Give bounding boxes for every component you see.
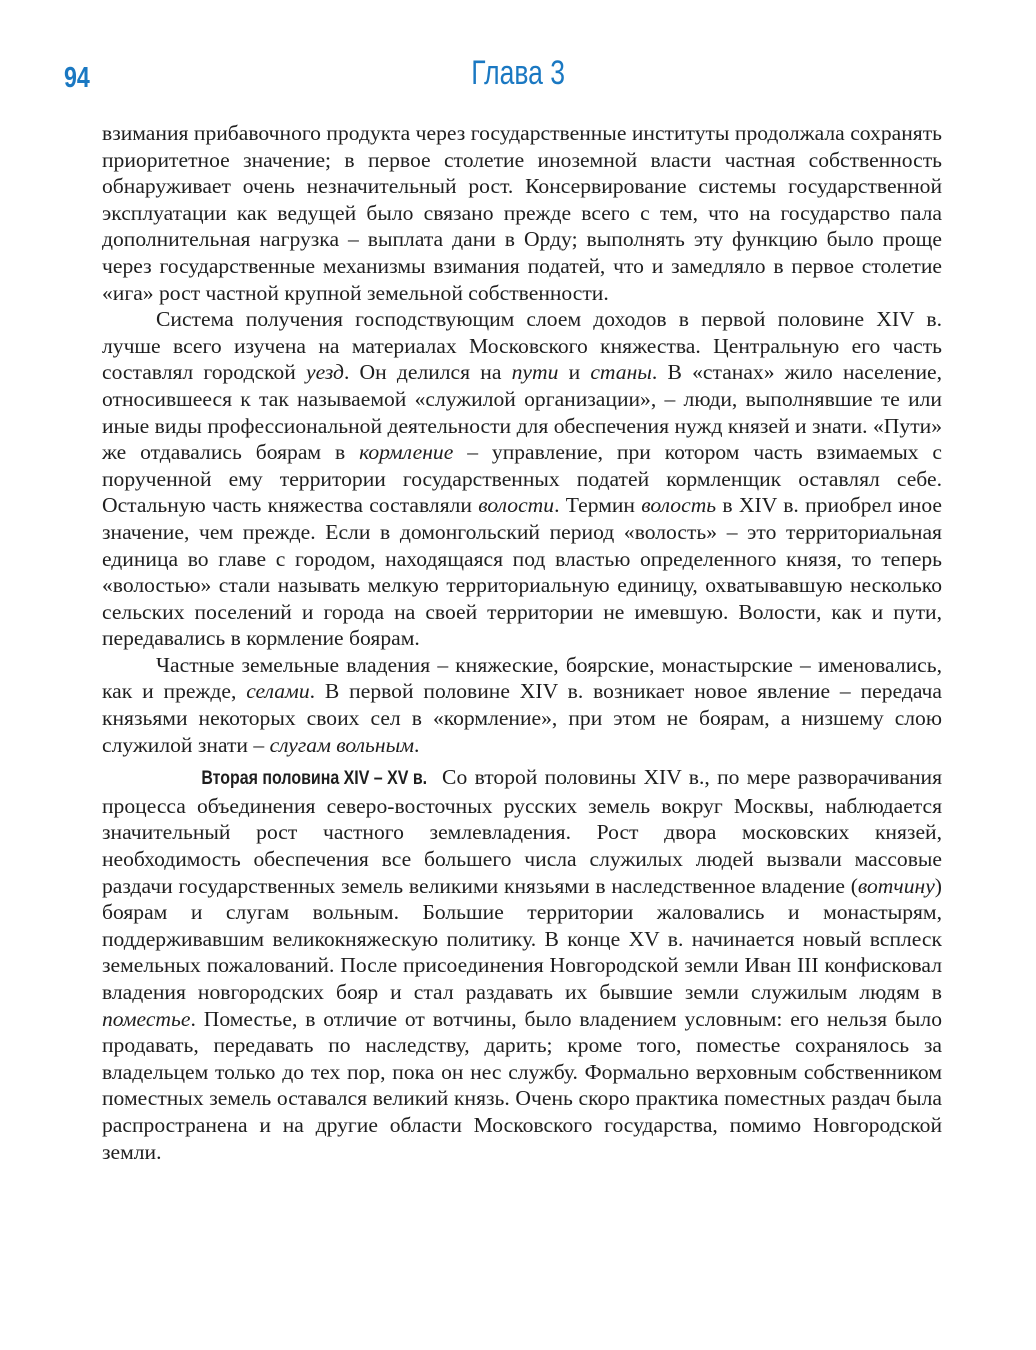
- text-run: ) боярам и слугам вольным. Большие территории жаловались и монастырям, поддерживавшим великокняжескую политику. В конце XV в. начинается новый всплеск земельных пожалований. После присоединения Новгородской земли Иван III конфисковал владения новгородских бояр и стал раздавать их бывшие земли служилым людям в: [102, 873, 942, 1004]
- page-number: 94: [64, 62, 90, 94]
- italic-term: волости: [478, 493, 555, 518]
- paragraph: [102, 652, 942, 758]
- italic-term: слугам вольным: [269, 732, 414, 757]
- text-run: взимания прибавочного продукта через государственные институты продолжала сохранять приоритетное значение; в первое столетие иноземной власти частная собственность обнаруживает очень незначительный рост. Консервирование системы государственной эксплуатации как ведущей было связано прежде всего с тем, что на государство пала дополнительная нагрузка – выплата дани в Орду; выполнять эту функцию было проще через государственные механизмы взимания податей, что и замедляло в первое столетие «ига» рост частной крупной земельной собственности.: [102, 121, 942, 305]
- italic-term: кормление: [359, 440, 454, 465]
- text-run: Со второй половины XIV в., по мере разворачивания процесса объединения северо-восточных русских земель вокруг Москвы, наблюдается значительный рост частного землевладения. Рост двора московских князей, необходимость обеспечения все большего числа служилых людей вызвали массовые раздачи государственных земель великими князьями в наследственное владение (: [102, 765, 942, 898]
- italic-term: селами: [246, 679, 310, 704]
- paragraph: [102, 764, 942, 1165]
- italic-term: уезд: [305, 360, 344, 385]
- text-run: . В первой половине XIV в. возникает новое явление – передача князьями некоторых своих сел в «кормление», при этом не боярам, а низшему слою служилой знати –: [102, 679, 942, 757]
- text-run: – управление, при котором часть взимаемых с порученной ему территории государственных податей кормленщик оставлял себе. Остальную часть княжества составляли: [102, 440, 942, 518]
- text-run: . Термин: [554, 493, 642, 518]
- text-run: . В «станах» жило население, относившееся к так называемой «служилой организации», – люди, выполнявшие те или иные виды профессиональной деятельности для обеспечения нужд князей и знати. «Пути» же отдавались боярам в: [102, 360, 942, 465]
- text-run: .: [414, 732, 420, 757]
- italic-term: вотчину: [857, 873, 935, 898]
- text-run: . Поместье, в отличие от вотчины, было владением условным: его нельзя было продавать, передавать по наследству, дарить; кроме того, поместье сохранялось за владельцем только до тех пор, пока он нес службу. Формально верховным собственником поместных земель оставался великий князь. Очень скоро практика поместных раздач была распространена и на другие области Московского государства, помимо Новгородской земли.: [102, 1006, 942, 1164]
- italic-term: поместье: [102, 1006, 191, 1031]
- text-run: в XIV в. приобрел иное значение, чем прежде. Если в домонгольский период «волость» – это территориальная единица во главе с городом, находящаяся под властью определенного князя, то теперь «волостью» стали называть мелкую территориальную единицу, охватывавшую несколько сельских поселений и города на своей территории не имевшую. Волости, как и пути, передавались в кормление боярам.: [102, 493, 942, 651]
- italic-term: пути: [511, 360, 559, 385]
- text-run: . Он делился на: [343, 360, 512, 385]
- italic-term: станы: [590, 360, 652, 385]
- chapter-title-text: Глава 3: [471, 54, 565, 92]
- chapter-title: [0, 54, 1036, 93]
- body-text: [102, 120, 942, 1165]
- paragraph: [102, 306, 942, 652]
- text-run: Частные земельные владения – княжеские, боярские, монастырские – именовались, как и прежде,: [102, 652, 942, 704]
- text-run: и: [558, 360, 591, 385]
- section-run-in-heading: Вторая половина XIV – XV в.: [201, 768, 428, 790]
- paragraph: [102, 120, 942, 306]
- italic-term: волость: [641, 493, 717, 518]
- text-run: Система получения господствующим слоем доходов в первой половине XIV в. лучше всего изучена на материалах Московского княжества. Центральную его часть составлял городской: [102, 307, 942, 385]
